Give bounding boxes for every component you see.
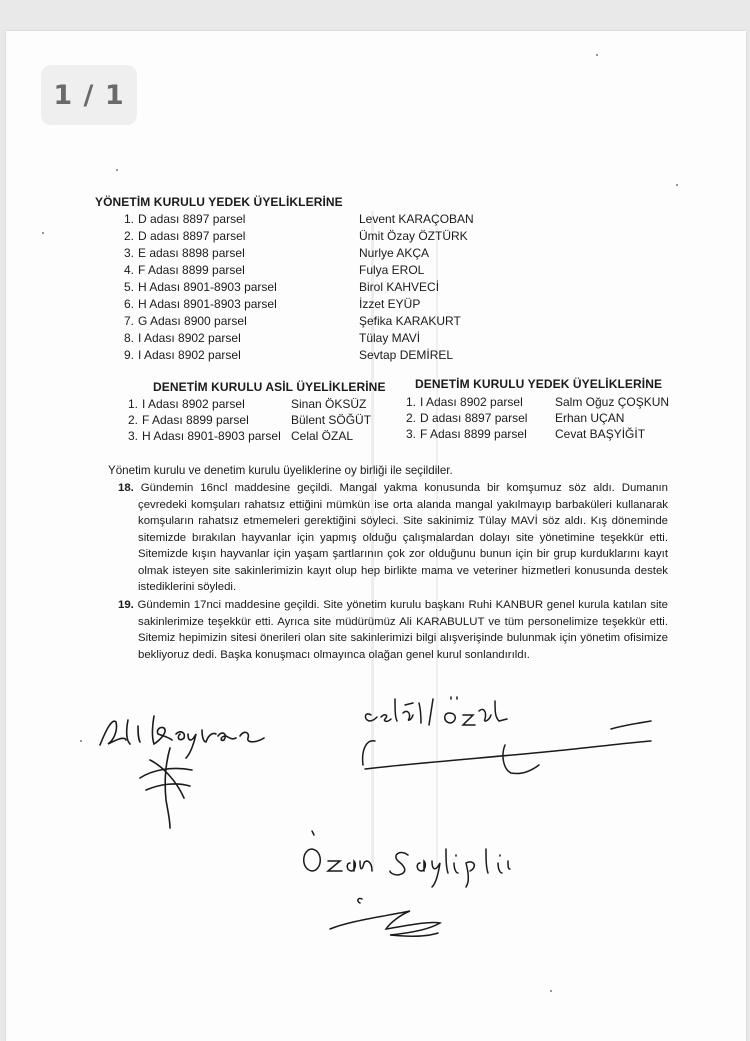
- row-number: 5.: [123, 280, 134, 294]
- member-name: Levent KARAÇOBAN: [359, 212, 474, 226]
- parcel-label: I Adası 8902 parsel: [138, 331, 241, 345]
- parcel-label: D adası 8897 parsel: [138, 212, 246, 226]
- row-number: 8.: [123, 331, 134, 345]
- member-name: Sinan ÖKSÜZ: [291, 397, 367, 411]
- agenda-item-text: Gündemin 16ncl maddesine geçildi. Mangal yakma konusunda bir komşumuz söz aldı. Dumanın çevredeki komşuları rahatsız ettiğini mümkün ise orta alanda mangal yakılmayıp barbaküleri kullanarak komşuların rahatsız etmemeleri gerektiğini söyleci. Site sakinimiz Tülay MAVİ söz aldı. Kış döneminde sitemizde bırakılan hayvanlar için yapmış olduğu çalışmalardan dolayı site yönetimine teşekkür etti. Sitemizde kışın hayvanlar için yaşam şartlarının çok zor olduğunu bunun için bir grup kurduklarını kayıt olmak isteyen site sakinlerimizin kayıt olup hep birlikte mama ve veteriner hizmetleri konusunda destek istediklerini söyledi.: [138, 482, 668, 593]
- member-row: [118, 229, 478, 244]
- section-heading-yonetim-yedek: YÖNETİM KURULU YEDEK ÜYELİKLERİNE: [95, 195, 343, 209]
- member-row: [118, 212, 478, 227]
- parcel-label: I Adası 8902 parsel: [138, 348, 241, 362]
- agenda-item-text: Gündemin 17nci maddesine geçildi. Site yönetim kurulu başkanı Ruhi KANBUR genel kurula katılan site sakinlerimize teşekkür etti. Ayrıca site müdürümüz Ali KARABULUT ve tüm personelimize teşekkür etti. Sitemiz hepimizin sitesi önerileri olan site sakinlerimizi bilgi alışverişinde bulunmak için yönetim ofisimize bekliyoruz dedi. Başka konuşmacı olmayınca olağan genel kurul sonlandırıldı.: [137, 599, 668, 661]
- parcel-label: H Adası 8901-8903 parsel: [138, 280, 277, 294]
- row-number: 3.: [405, 427, 416, 441]
- parcel-label: G Adası 8900 parsel: [138, 314, 247, 328]
- agenda-item-18: [118, 480, 668, 596]
- member-row: [118, 246, 478, 261]
- row-number: 2.: [123, 229, 134, 243]
- scan-speck: [116, 169, 118, 171]
- parcel-label: F Adası 8899 parsel: [420, 427, 527, 441]
- agenda-item-number: 19.: [118, 599, 134, 611]
- section-heading-denetim-yedek: DENETİM KURULU YEDEK ÜYELİKLERİNE: [415, 377, 663, 391]
- row-number: 4.: [123, 263, 134, 277]
- row-number: 3.: [127, 429, 138, 443]
- section-heading-denetim-asil: DENETİM KURULU ASİL ÜYELİKLERİNE: [153, 380, 386, 394]
- member-row: [400, 411, 670, 426]
- signature-ali-bayram: [80, 700, 280, 830]
- parcel-label: E adası 8898 parsel: [138, 246, 245, 260]
- signature-ozan-sayligili: [290, 825, 590, 945]
- scan-speck: [676, 184, 678, 186]
- agenda-item-19: [118, 597, 668, 663]
- scan-speck: [42, 232, 44, 234]
- parcel-label: D adası 8897 parsel: [138, 229, 246, 243]
- row-number: 1.: [123, 212, 134, 226]
- member-row: [122, 397, 392, 412]
- parcel-label: D adası 8897 parsel: [420, 411, 528, 425]
- member-row: [118, 280, 478, 295]
- row-number: 2.: [127, 413, 138, 427]
- member-row: [400, 427, 670, 442]
- member-name: Salm Oğuz ÇOŞKUN: [555, 395, 670, 409]
- member-name: Birol KAHVECİ: [359, 280, 440, 294]
- row-number: 1.: [405, 395, 416, 409]
- row-number: 1.: [127, 397, 138, 411]
- member-name: Sevtap DEMİREL: [359, 348, 454, 362]
- scan-speck: [550, 990, 552, 992]
- row-number: 3.: [123, 246, 134, 260]
- row-number: 2.: [405, 411, 416, 425]
- member-row: [400, 395, 670, 410]
- parcel-label: I Adası 8902 parsel: [420, 395, 523, 409]
- member-name: Şefika KARAKURT: [359, 314, 461, 328]
- member-name: Bülent SÖĞÜT: [291, 413, 372, 427]
- agenda-item-number: 18.: [118, 482, 134, 494]
- page-indicator: 1 / 1: [41, 65, 137, 125]
- member-row: [118, 348, 478, 363]
- parcel-label: F Adası 8899 parsel: [142, 413, 249, 427]
- member-row: [122, 413, 392, 428]
- signature-celal-ozal: [355, 685, 655, 785]
- parcel-label: I Adası 8902 parsel: [142, 397, 245, 411]
- member-row: [118, 263, 478, 278]
- member-name: Tülay MAVİ: [359, 331, 421, 345]
- member-name: Celal ÖZAL: [291, 429, 354, 443]
- member-row: [118, 314, 478, 329]
- member-name: Fulya EROL: [359, 263, 425, 277]
- row-number: 6.: [123, 297, 134, 311]
- parcel-label: H Adası 8901-8903 parsel: [142, 429, 281, 443]
- row-number: 9.: [123, 348, 134, 362]
- member-row: [118, 297, 478, 312]
- row-number: 7.: [123, 314, 134, 328]
- scan-speck: [596, 54, 598, 56]
- election-result-text: Yönetim kurulu ve denetim kurulu üyeliklerine oy birliği ile seçildiler.: [108, 464, 453, 477]
- member-name: İzzet EYÜP: [359, 297, 421, 311]
- member-row: [118, 331, 478, 346]
- member-name: Ümit Özay ÖZTÜRK: [359, 229, 468, 243]
- member-name: Erhan UÇAN: [555, 411, 625, 425]
- member-name: Cevat BAŞYİĞİT: [555, 427, 646, 441]
- member-name: Nurlye AKÇA: [359, 246, 430, 260]
- parcel-label: H Adası 8901-8903 parsel: [138, 297, 277, 311]
- member-row: [122, 429, 392, 444]
- parcel-label: F Adası 8899 parsel: [138, 263, 245, 277]
